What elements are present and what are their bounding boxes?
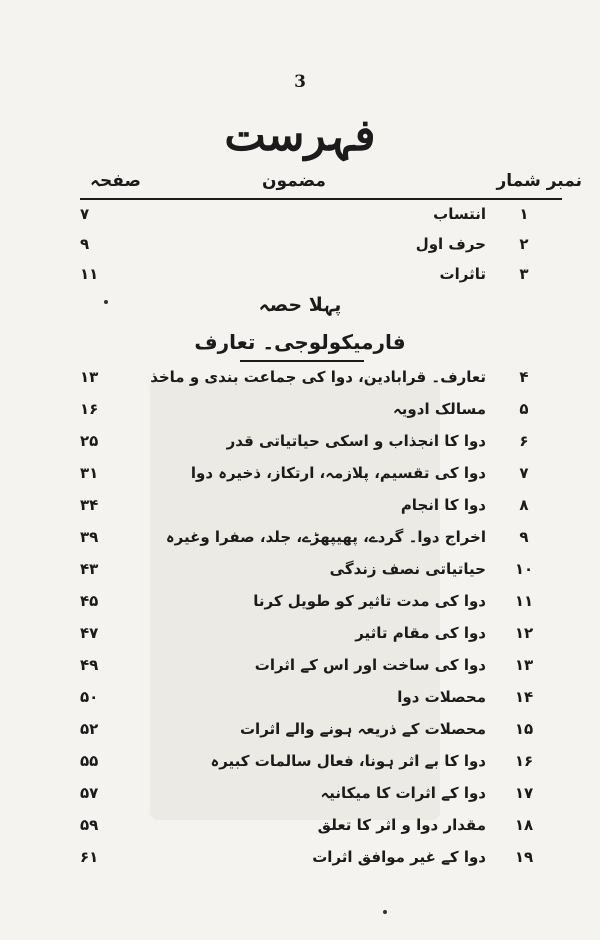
section-subtitle-underline	[240, 360, 364, 362]
page-title: فہرست	[224, 110, 376, 161]
entry-number: ۷	[519, 464, 529, 482]
entry-page: ۵۵	[80, 752, 99, 770]
entry-subject: حرف اول	[415, 235, 486, 253]
column-header-page: صفحہ	[90, 171, 141, 191]
entry-number: ۴	[519, 368, 529, 386]
entry-page: ۴۳	[80, 560, 99, 578]
entry-number: ۱۷	[514, 784, 534, 802]
entry-page: ۴۷	[80, 624, 99, 642]
section-title: پہلا حصہ	[258, 294, 342, 316]
column-header-subject: مضمون	[262, 171, 326, 191]
entry-page: ۹	[80, 235, 90, 253]
entry-page: ۴۹	[80, 656, 99, 674]
entry-subject: دوا کے غیر موافق اثرات	[312, 848, 486, 866]
entry-number: ۱۱	[514, 592, 534, 610]
entry-subject: تعارف۔ قرابادین، دوا کی جماعت بندی و ماخذ	[150, 368, 486, 386]
entry-page: ۱۶	[80, 400, 99, 418]
entry-subject: تاثرات	[439, 265, 486, 283]
toc-row[interactable]	[0, 748, 600, 774]
entry-number: ۱۰	[514, 560, 534, 578]
toc-row[interactable]	[0, 780, 600, 806]
section-subtitle: فارمیکولوجی۔ تعارف	[194, 330, 406, 354]
toc-row[interactable]	[0, 556, 600, 582]
entry-number: ۱۲	[514, 624, 534, 642]
entry-number: ۸	[519, 496, 529, 514]
entry-number: ۱۹	[514, 848, 534, 866]
toc-row[interactable]	[0, 588, 600, 614]
entry-subject: مسالک ادویہ	[393, 400, 486, 418]
entry-page: ۱۱	[80, 265, 99, 283]
toc-row[interactable]	[0, 716, 600, 742]
entry-page: ۵۲	[80, 720, 99, 738]
entry-subject: دوا کی مدت تاثیر کو طویل کرنا	[253, 592, 486, 610]
toc-row[interactable]	[0, 620, 600, 646]
column-header-number: نمبر شمار	[496, 171, 582, 191]
entry-page: ۳۹	[80, 528, 99, 546]
header-rule	[80, 198, 562, 200]
entry-subject: مقدار دوا و اثر کا تعلق	[317, 816, 486, 834]
toc-row[interactable]	[0, 460, 600, 486]
toc-row[interactable]	[0, 844, 600, 870]
toc-row[interactable]	[0, 652, 600, 678]
toc-row[interactable]	[0, 201, 600, 227]
entry-page: ۵۷	[80, 784, 99, 802]
toc-row[interactable]	[0, 261, 600, 287]
entry-number: ۳	[519, 265, 529, 283]
page-number: 3	[294, 72, 306, 92]
entry-subject: دوا کی مقام تاثیر	[355, 624, 486, 642]
toc-row[interactable]	[0, 524, 600, 550]
entry-number: ۱۸	[514, 816, 534, 834]
entry-page: ۶۱	[80, 848, 99, 866]
entry-subject: حیاتیاتی نصف زندگی	[329, 560, 486, 578]
entry-page: ۱۳	[80, 368, 99, 386]
entry-subject: دوا کے اثرات کا میکانیہ	[320, 784, 486, 802]
entry-number: ۱۶	[514, 752, 534, 770]
stray-mark	[383, 910, 387, 914]
entry-number: ۱۳	[514, 656, 534, 674]
toc-row[interactable]	[0, 396, 600, 422]
toc-row[interactable]	[0, 812, 600, 838]
entry-number: ۲	[519, 235, 529, 253]
toc-row[interactable]	[0, 492, 600, 518]
entry-page: ۵۰	[80, 688, 99, 706]
entry-page: ۵۹	[80, 816, 99, 834]
entry-subject: دوا کا انجام	[400, 496, 486, 514]
entry-page: ۳۱	[80, 464, 99, 482]
entry-subject: دوا کی ساخت اور اس کے اثرات	[254, 656, 486, 674]
entry-page: ۳۴	[80, 496, 99, 514]
entry-number: ۹	[519, 528, 529, 546]
entry-number: ۱	[519, 205, 529, 223]
entry-number: ۵	[519, 400, 529, 418]
entry-page: ۷	[80, 205, 90, 223]
entry-number: ۱۵	[514, 720, 534, 738]
entry-number: ۱۴	[514, 688, 534, 706]
entry-subject: اخراج دوا۔ گردے، پھیپھڑے، جلد، صفرا وغیرہ	[165, 528, 486, 546]
entry-subject: محصلات دوا	[397, 688, 486, 706]
entry-subject: دوا کا انجذاب و اسکی حیاتیاتی قدر	[226, 432, 486, 450]
toc-row[interactable]	[0, 364, 600, 390]
entry-page: ۴۵	[80, 592, 99, 610]
toc-row[interactable]	[0, 428, 600, 454]
entry-number: ۶	[519, 432, 529, 450]
entry-subject: دوا کی تقسیم، پلازمہ، ارتکاز، ذخیرہ دوا	[190, 464, 486, 482]
entry-subject: محصلات کے ذریعہ ہونے والے اثرات	[239, 720, 486, 738]
toc-row[interactable]	[0, 231, 600, 257]
entry-page: ۲۵	[80, 432, 99, 450]
entry-subject: دوا کا بے اثر ہونا، فعال سالمات کبیرہ	[210, 752, 486, 770]
entry-subject: انتساب	[433, 205, 486, 223]
toc-row[interactable]	[0, 684, 600, 710]
